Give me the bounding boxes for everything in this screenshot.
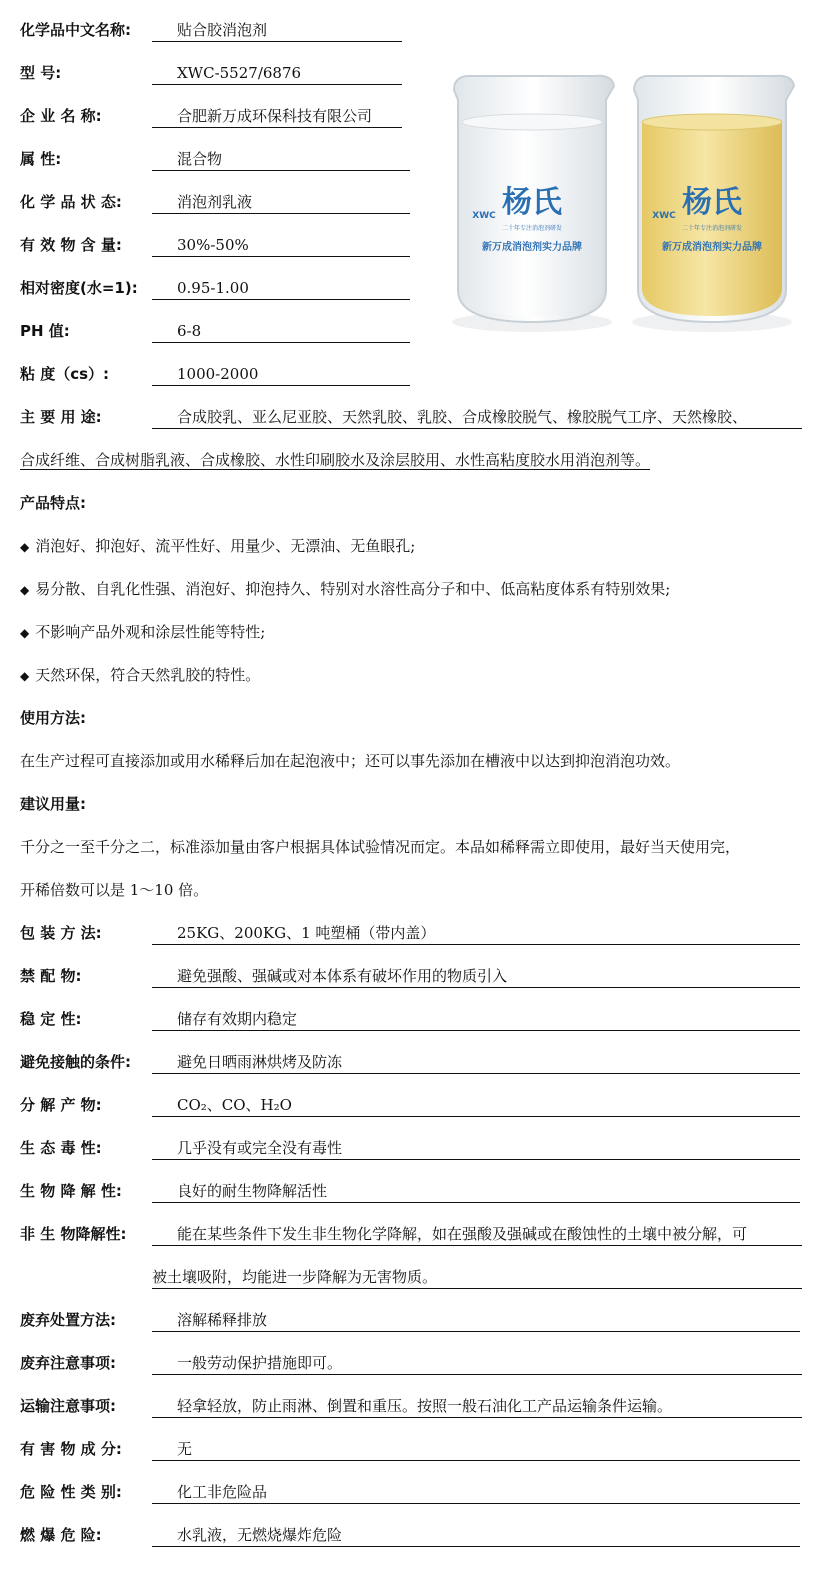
- slogan-text: 新万成消泡剂实力品牌: [482, 242, 582, 253]
- label: 型 号:: [20, 64, 62, 82]
- method-title: 使用方法:: [20, 709, 86, 727]
- value: 避免日晒雨淋烘烤及防冻: [152, 1050, 800, 1074]
- value: 混合物: [152, 147, 410, 171]
- value: CO₂、CO、H₂O: [152, 1093, 800, 1117]
- field-nonbio-cont: [20, 1265, 810, 1289]
- label: 粘 度（cs）:: [20, 365, 110, 383]
- field-nonbio: [20, 1222, 810, 1246]
- label: 有 害 物 成 分:: [20, 1440, 122, 1458]
- value-line1: 合成胶乳、亚么尼亚胶、天然乳胶、乳胶、合成橡胶脱气、橡胶脱气工序、天然橡胶、: [152, 405, 802, 429]
- logo-text: XWC: [472, 211, 496, 221]
- label: 禁 配 物:: [20, 967, 82, 985]
- label: 运输注意事项:: [20, 1397, 116, 1415]
- value: 合肥新万成环保科技有限公司: [152, 104, 402, 128]
- feature-item: [20, 663, 260, 688]
- dosage-title: 建议用量:: [20, 795, 86, 813]
- feature-text: 消泡好、抑泡好、流平性好、用量少、无漂油、无鱼眼孔;: [35, 537, 416, 555]
- value: 溶解稀释排放: [152, 1308, 800, 1332]
- label: 废弃处置方法:: [20, 1311, 116, 1329]
- value: XWC-5527/6876: [152, 61, 402, 85]
- label: 危 险 性 类 别:: [20, 1483, 122, 1501]
- value-line2: 合成纤维、合成树脂乳液、合成橡胶、水性印刷胶水及涂层胶用、水性高粘度胶水用消泡剂等。: [20, 451, 651, 469]
- value: 30%-50%: [152, 233, 410, 257]
- label: 化 学 品 状 态:: [20, 193, 122, 211]
- label: 生 态 毒 性:: [20, 1139, 102, 1157]
- brand-text: 杨氏: [682, 185, 742, 220]
- dosage-line2: 开稀倍数可以是 1～10 倍。: [20, 881, 209, 899]
- value: 几乎没有或完全没有毒性: [152, 1136, 800, 1160]
- feature-item: [20, 577, 670, 602]
- value: 无: [152, 1437, 800, 1461]
- label: 化学品中文名称:: [20, 21, 131, 39]
- value: 消泡剂乳液: [152, 190, 410, 214]
- value: 1000-2000: [152, 362, 410, 386]
- yellow-beaker: [632, 76, 794, 332]
- product-beakers-image: [444, 60, 804, 340]
- value: 一般劳动保护措施即可。: [152, 1351, 802, 1375]
- feature-text: 天然环保，符合天然乳胶的特性。: [35, 666, 261, 684]
- features-title: 产品特点:: [20, 494, 86, 512]
- label: PH 值:: [20, 322, 70, 340]
- method-text: 在生产过程可直接添加或用水稀释后加在起泡液中；还可以事先添加在槽液中以达到抑泡消泡功效。: [20, 752, 681, 770]
- label: 非 生 物降解性:: [20, 1225, 127, 1243]
- tagline-text: 二十年专注消泡剂研发: [681, 225, 743, 232]
- label: 主 要 用 途:: [20, 408, 102, 426]
- value: 6-8: [152, 319, 410, 343]
- label: 属 性:: [20, 150, 62, 168]
- label: 企 业 名 称:: [20, 107, 102, 125]
- value-line2: 被土壤吸附，均能进一步降解为无害物质。: [152, 1265, 802, 1289]
- slogan-text: 新万成消泡剂实力品牌: [662, 242, 762, 253]
- value: 贴合胶消泡剂: [152, 18, 402, 42]
- feature-item: [20, 534, 415, 559]
- label: 避免接触的条件:: [20, 1053, 131, 1071]
- logo-text: XWC: [652, 211, 676, 221]
- label: 生 物 降 解 性:: [20, 1182, 122, 1200]
- tagline-text: 二十年专注消泡剂研发: [501, 225, 563, 232]
- white-beaker: [452, 76, 614, 332]
- label: 有 效 物 含 量:: [20, 236, 122, 254]
- usage-line2: [20, 448, 650, 472]
- label: 相对密度(水=1):: [20, 279, 138, 297]
- label: 废弃注意事项:: [20, 1354, 116, 1372]
- brand-text: 杨氏: [502, 185, 562, 220]
- feature-item: [20, 620, 265, 645]
- value: 避免强酸、强碱或对本体系有破坏作用的物质引入: [152, 964, 800, 988]
- value: 25KG、200KG、1 吨塑桶（带内盖）: [152, 921, 800, 945]
- feature-text: 易分散、自乳化性强、消泡好、抑泡持久、特别对水溶性高分子和中、低高粘度体系有特别效果;: [35, 580, 671, 598]
- label: 稳 定 性:: [20, 1010, 82, 1028]
- value: 良好的耐生物降解活性: [152, 1179, 800, 1203]
- value: 轻拿轻放，防止雨淋、倒置和重压。按照一般石油化工产品运输条件运输。: [152, 1394, 802, 1418]
- feature-text: 不影响产品外观和涂层性能等特性;: [35, 623, 266, 641]
- label: 分 解 产 物:: [20, 1096, 102, 1114]
- field-usage: [20, 405, 810, 429]
- label: 包 装 方 法:: [20, 924, 102, 942]
- label: 燃 爆 危 险:: [20, 1526, 102, 1544]
- value: 水乳液，无燃烧爆炸危险: [152, 1523, 800, 1547]
- value: 化工非危险品: [152, 1480, 800, 1504]
- value-line1: 能在某些条件下发生非生物化学降解，如在强酸及强碱或在酸蚀性的土壤中被分解，可: [152, 1222, 802, 1246]
- value: 0.95-1.00: [152, 276, 410, 300]
- value: 储存有效期内稳定: [152, 1007, 800, 1031]
- dosage-line1: 千分之一至千分之二，标准添加量由客户根据具体试验情况而定。本品如稀释需立即使用，最好当天使用完，: [20, 838, 741, 856]
